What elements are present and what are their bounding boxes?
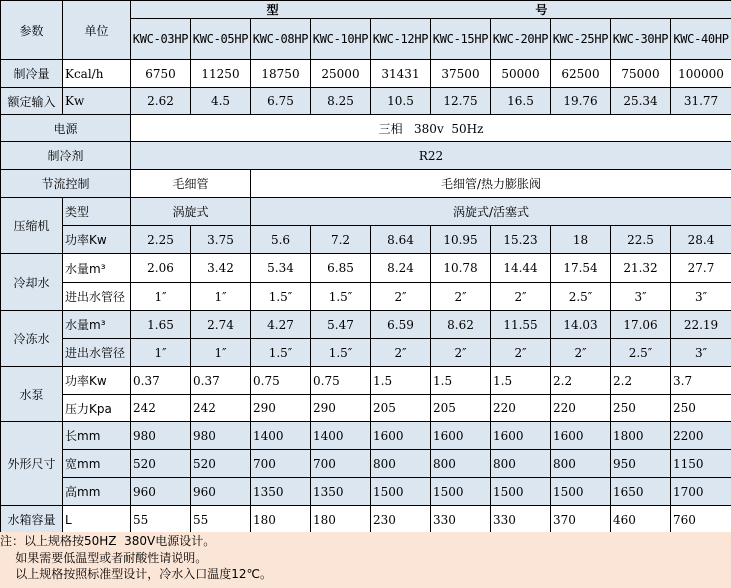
pump-power-row: [1, 367, 731, 395]
value-cell: 330: [431, 506, 491, 534]
value-cell: 1350: [251, 478, 311, 506]
value-cell: 1.5: [491, 367, 551, 395]
model-title: 型 号: [131, 1, 731, 19]
power-row: [1, 115, 731, 142]
value-cell: 27.7: [671, 254, 731, 283]
model-cell: KWC-25HP: [551, 19, 611, 60]
row-label: 水箱容量: [1, 506, 63, 534]
value-cell: 1600: [551, 422, 611, 450]
value-cell: 5.34: [251, 254, 311, 283]
value-cell: 0.75: [251, 367, 311, 395]
model-cell: KWC-08HP: [251, 19, 311, 60]
value-cell: 800: [551, 450, 611, 478]
value-cell: 2″: [491, 339, 551, 367]
value-cell: 10.95: [431, 226, 491, 254]
value-cell: 960: [131, 478, 191, 506]
value-cell: 980: [131, 422, 191, 450]
value-cell: 3″: [611, 283, 671, 311]
value-cell: 1″: [191, 283, 251, 311]
value-cell: 14.44: [491, 254, 551, 283]
value-cell: 6.85: [311, 254, 371, 283]
value-cell: 330: [491, 506, 551, 534]
value-cell: 980: [191, 422, 251, 450]
value-cell: 1.5″: [251, 283, 311, 311]
unit-cell: Kw: [63, 88, 131, 115]
row-label: 电源: [1, 115, 131, 142]
value-cell: 31431: [371, 60, 431, 88]
chilled-water-flow-row: [1, 311, 731, 339]
value-cell: 1400: [251, 422, 311, 450]
model-cell: KWC-05HP: [191, 19, 251, 60]
value-cell: 1500: [371, 478, 431, 506]
value-cell: 460: [611, 506, 671, 534]
param-header: 参数: [1, 1, 63, 60]
value-cell: 242: [131, 395, 191, 422]
unit-cell: 进出水管径: [63, 283, 131, 311]
chilled-water-pipe-row: [1, 339, 731, 367]
value-cell: 22.19: [671, 311, 731, 339]
dimension-length-row: [1, 422, 731, 450]
compressor-type-large: 涡旋式/活塞式: [251, 198, 731, 226]
value-cell: 2200: [671, 422, 731, 450]
value-cell: 800: [371, 450, 431, 478]
model-cell: KWC-20HP: [491, 19, 551, 60]
rated-input-row: [1, 88, 731, 115]
row-label: 水泵: [1, 367, 63, 422]
value-cell: 220: [491, 395, 551, 422]
value-cell: 205: [371, 395, 431, 422]
value-cell: 1600: [371, 422, 431, 450]
value-cell: 5.47: [311, 311, 371, 339]
dimension-width-row: [1, 450, 731, 478]
value-cell: 37500: [431, 60, 491, 88]
value-cell: 3″: [671, 283, 731, 311]
value-cell: 1.5″: [311, 339, 371, 367]
value-cell: 3.7: [671, 367, 731, 395]
row-label: 冷却水: [1, 254, 63, 311]
value-cell: 8.64: [371, 226, 431, 254]
value-cell: 242: [191, 395, 251, 422]
value-cell: 1″: [131, 339, 191, 367]
value-cell: 2.74: [191, 311, 251, 339]
value-cell: 1350: [311, 478, 371, 506]
value-cell: 1650: [611, 478, 671, 506]
tank-row: [1, 506, 731, 534]
value-cell: 520: [131, 450, 191, 478]
value-cell: 520: [191, 450, 251, 478]
value-cell: 2.5″: [551, 283, 611, 311]
value-cell: 21.32: [611, 254, 671, 283]
value-cell: 62500: [551, 60, 611, 88]
row-label: 额定输入: [1, 88, 63, 115]
value-cell: 7.2: [311, 226, 371, 254]
unit-cell: 进出水管径: [63, 339, 131, 367]
cooling-water-pipe-row: [1, 283, 731, 311]
value-cell: 2″: [371, 339, 431, 367]
value-cell: 1500: [431, 478, 491, 506]
value-cell: 0.75: [311, 367, 371, 395]
value-cell: 250: [671, 395, 731, 422]
value-cell: 2.2: [551, 367, 611, 395]
compressor-power-row: [1, 226, 731, 254]
throttle-large: 毛细管/热力膨胀阀: [251, 170, 731, 198]
value-cell: 18: [551, 226, 611, 254]
value-cell: 0.37: [191, 367, 251, 395]
model-cell: KWC-30HP: [611, 19, 671, 60]
value-cell: 11250: [191, 60, 251, 88]
unit-cell: 长mm: [63, 422, 131, 450]
value-cell: 180: [251, 506, 311, 534]
note-line: 注：以上规格按50HZ 380V电源设计。: [0, 534, 216, 548]
unit-cell: 压力Kpa: [63, 395, 131, 422]
note-line: 如果需要低温型或者耐酸性请说明。: [0, 550, 208, 565]
cooling-water-flow-row: [1, 254, 731, 283]
value-cell: 1.5″: [251, 339, 311, 367]
value-cell: 1″: [131, 283, 191, 311]
value-cell: 28.4: [671, 226, 731, 254]
unit-cell: L: [63, 506, 131, 534]
value-cell: 1600: [491, 422, 551, 450]
value-cell: 700: [251, 450, 311, 478]
value-cell: 1.65: [131, 311, 191, 339]
value-cell: 12.75: [431, 88, 491, 115]
value-cell: 230: [371, 506, 431, 534]
dimension-height-row: [1, 478, 731, 506]
value-cell: 25000: [311, 60, 371, 88]
value-cell: 31.77: [671, 88, 731, 115]
value-cell: 2.2: [611, 367, 671, 395]
note-line: 以上规格按照标准型设计，冷水入口温度12℃。: [0, 567, 273, 581]
row-label: 节流控制: [1, 170, 131, 198]
value-cell: 4.5: [191, 88, 251, 115]
value-cell: 50000: [491, 60, 551, 88]
value-cell: 2″: [371, 283, 431, 311]
value-cell: 1150: [671, 450, 731, 478]
value-cell: 8.24: [371, 254, 431, 283]
notes-box: [0, 532, 731, 588]
throttle-small: 毛细管: [131, 170, 251, 198]
value-cell: 960: [191, 478, 251, 506]
value-cell: 2.06: [131, 254, 191, 283]
value-cell: 2″: [431, 283, 491, 311]
value-cell: 19.76: [551, 88, 611, 115]
refrigerant-row: [1, 142, 731, 170]
row-label: 冷冻水: [1, 311, 63, 367]
unit-cell: 功率Kw: [63, 226, 131, 254]
value-cell: 22.5: [611, 226, 671, 254]
unit-cell: 宽mm: [63, 450, 131, 478]
value-cell: 3.75: [191, 226, 251, 254]
value-cell: 5.6: [251, 226, 311, 254]
value-cell: 1500: [491, 478, 551, 506]
value-cell: 3.42: [191, 254, 251, 283]
model-cell: KWC-10HP: [311, 19, 371, 60]
value-cell: 1600: [431, 422, 491, 450]
value-cell: 370: [551, 506, 611, 534]
compressor-type-small: 涡旋式: [131, 198, 251, 226]
row-label: 制冷量: [1, 60, 63, 88]
value-cell: 10.78: [431, 254, 491, 283]
value-cell: 6750: [131, 60, 191, 88]
model-cell: KWC-03HP: [131, 19, 191, 60]
unit-cell: 水量m³: [63, 311, 131, 339]
value-cell: 75000: [611, 60, 671, 88]
value-cell: 6.59: [371, 311, 431, 339]
value-cell: 11.55: [491, 311, 551, 339]
value-cell: 220: [551, 395, 611, 422]
model-cell: KWC-40HP: [671, 19, 731, 60]
value-cell: 1400: [311, 422, 371, 450]
value-cell: 55: [131, 506, 191, 534]
value-cell: 6.75: [251, 88, 311, 115]
value-cell: 2.25: [131, 226, 191, 254]
value-cell: 1500: [551, 478, 611, 506]
value-cell: 290: [311, 395, 371, 422]
row-label: 外形尺寸: [1, 422, 63, 506]
value-cell: 1.5: [431, 367, 491, 395]
power-value: 三相 380v 50Hz: [131, 115, 731, 142]
value-cell: 1800: [611, 422, 671, 450]
value-cell: 18750: [251, 60, 311, 88]
value-cell: 8.62: [431, 311, 491, 339]
pump-pressure-row: [1, 395, 731, 422]
value-cell: 800: [431, 450, 491, 478]
value-cell: 2″: [491, 283, 551, 311]
value-cell: 180: [311, 506, 371, 534]
unit-cell: 高mm: [63, 478, 131, 506]
value-cell: 2.5″: [611, 339, 671, 367]
value-cell: 950: [611, 450, 671, 478]
value-cell: 2.62: [131, 88, 191, 115]
value-cell: 2″: [431, 339, 491, 367]
unit-header: 单位: [63, 1, 131, 60]
value-cell: 17.06: [611, 311, 671, 339]
value-cell: 100000: [671, 60, 731, 88]
value-cell: 205: [431, 395, 491, 422]
value-cell: 17.54: [551, 254, 611, 283]
value-cell: 15.23: [491, 226, 551, 254]
value-cell: 250: [611, 395, 671, 422]
model-cell: KWC-15HP: [431, 19, 491, 60]
unit-cell: 功率Kw: [63, 367, 131, 395]
value-cell: 290: [251, 395, 311, 422]
value-cell: 0.37: [131, 367, 191, 395]
value-cell: 800: [491, 450, 551, 478]
value-cell: 1″: [191, 339, 251, 367]
value-cell: 16.5: [491, 88, 551, 115]
value-cell: 2″: [551, 339, 611, 367]
compressor-type-row: [1, 198, 731, 226]
value-cell: 1.5″: [311, 283, 371, 311]
unit-cell: 水量m³: [63, 254, 131, 283]
model-cell: KWC-12HP: [371, 19, 431, 60]
cooling-row: [1, 60, 731, 88]
throttle-row: [1, 170, 731, 198]
value-cell: 10.5: [371, 88, 431, 115]
value-cell: 25.34: [611, 88, 671, 115]
row-label: 压缩机: [1, 198, 63, 254]
row-label: 制冷剂: [1, 142, 131, 170]
value-cell: 760: [671, 506, 731, 534]
value-cell: 1.5: [371, 367, 431, 395]
unit-cell: Kcal/h: [63, 60, 131, 88]
value-cell: 55: [191, 506, 251, 534]
refrigerant-value: R22: [131, 142, 731, 170]
value-cell: 8.25: [311, 88, 371, 115]
value-cell: 14.03: [551, 311, 611, 339]
unit-cell: 类型: [63, 198, 131, 226]
value-cell: 3″: [671, 339, 731, 367]
value-cell: 1700: [671, 478, 731, 506]
value-cell: 700: [311, 450, 371, 478]
value-cell: 4.27: [251, 311, 311, 339]
